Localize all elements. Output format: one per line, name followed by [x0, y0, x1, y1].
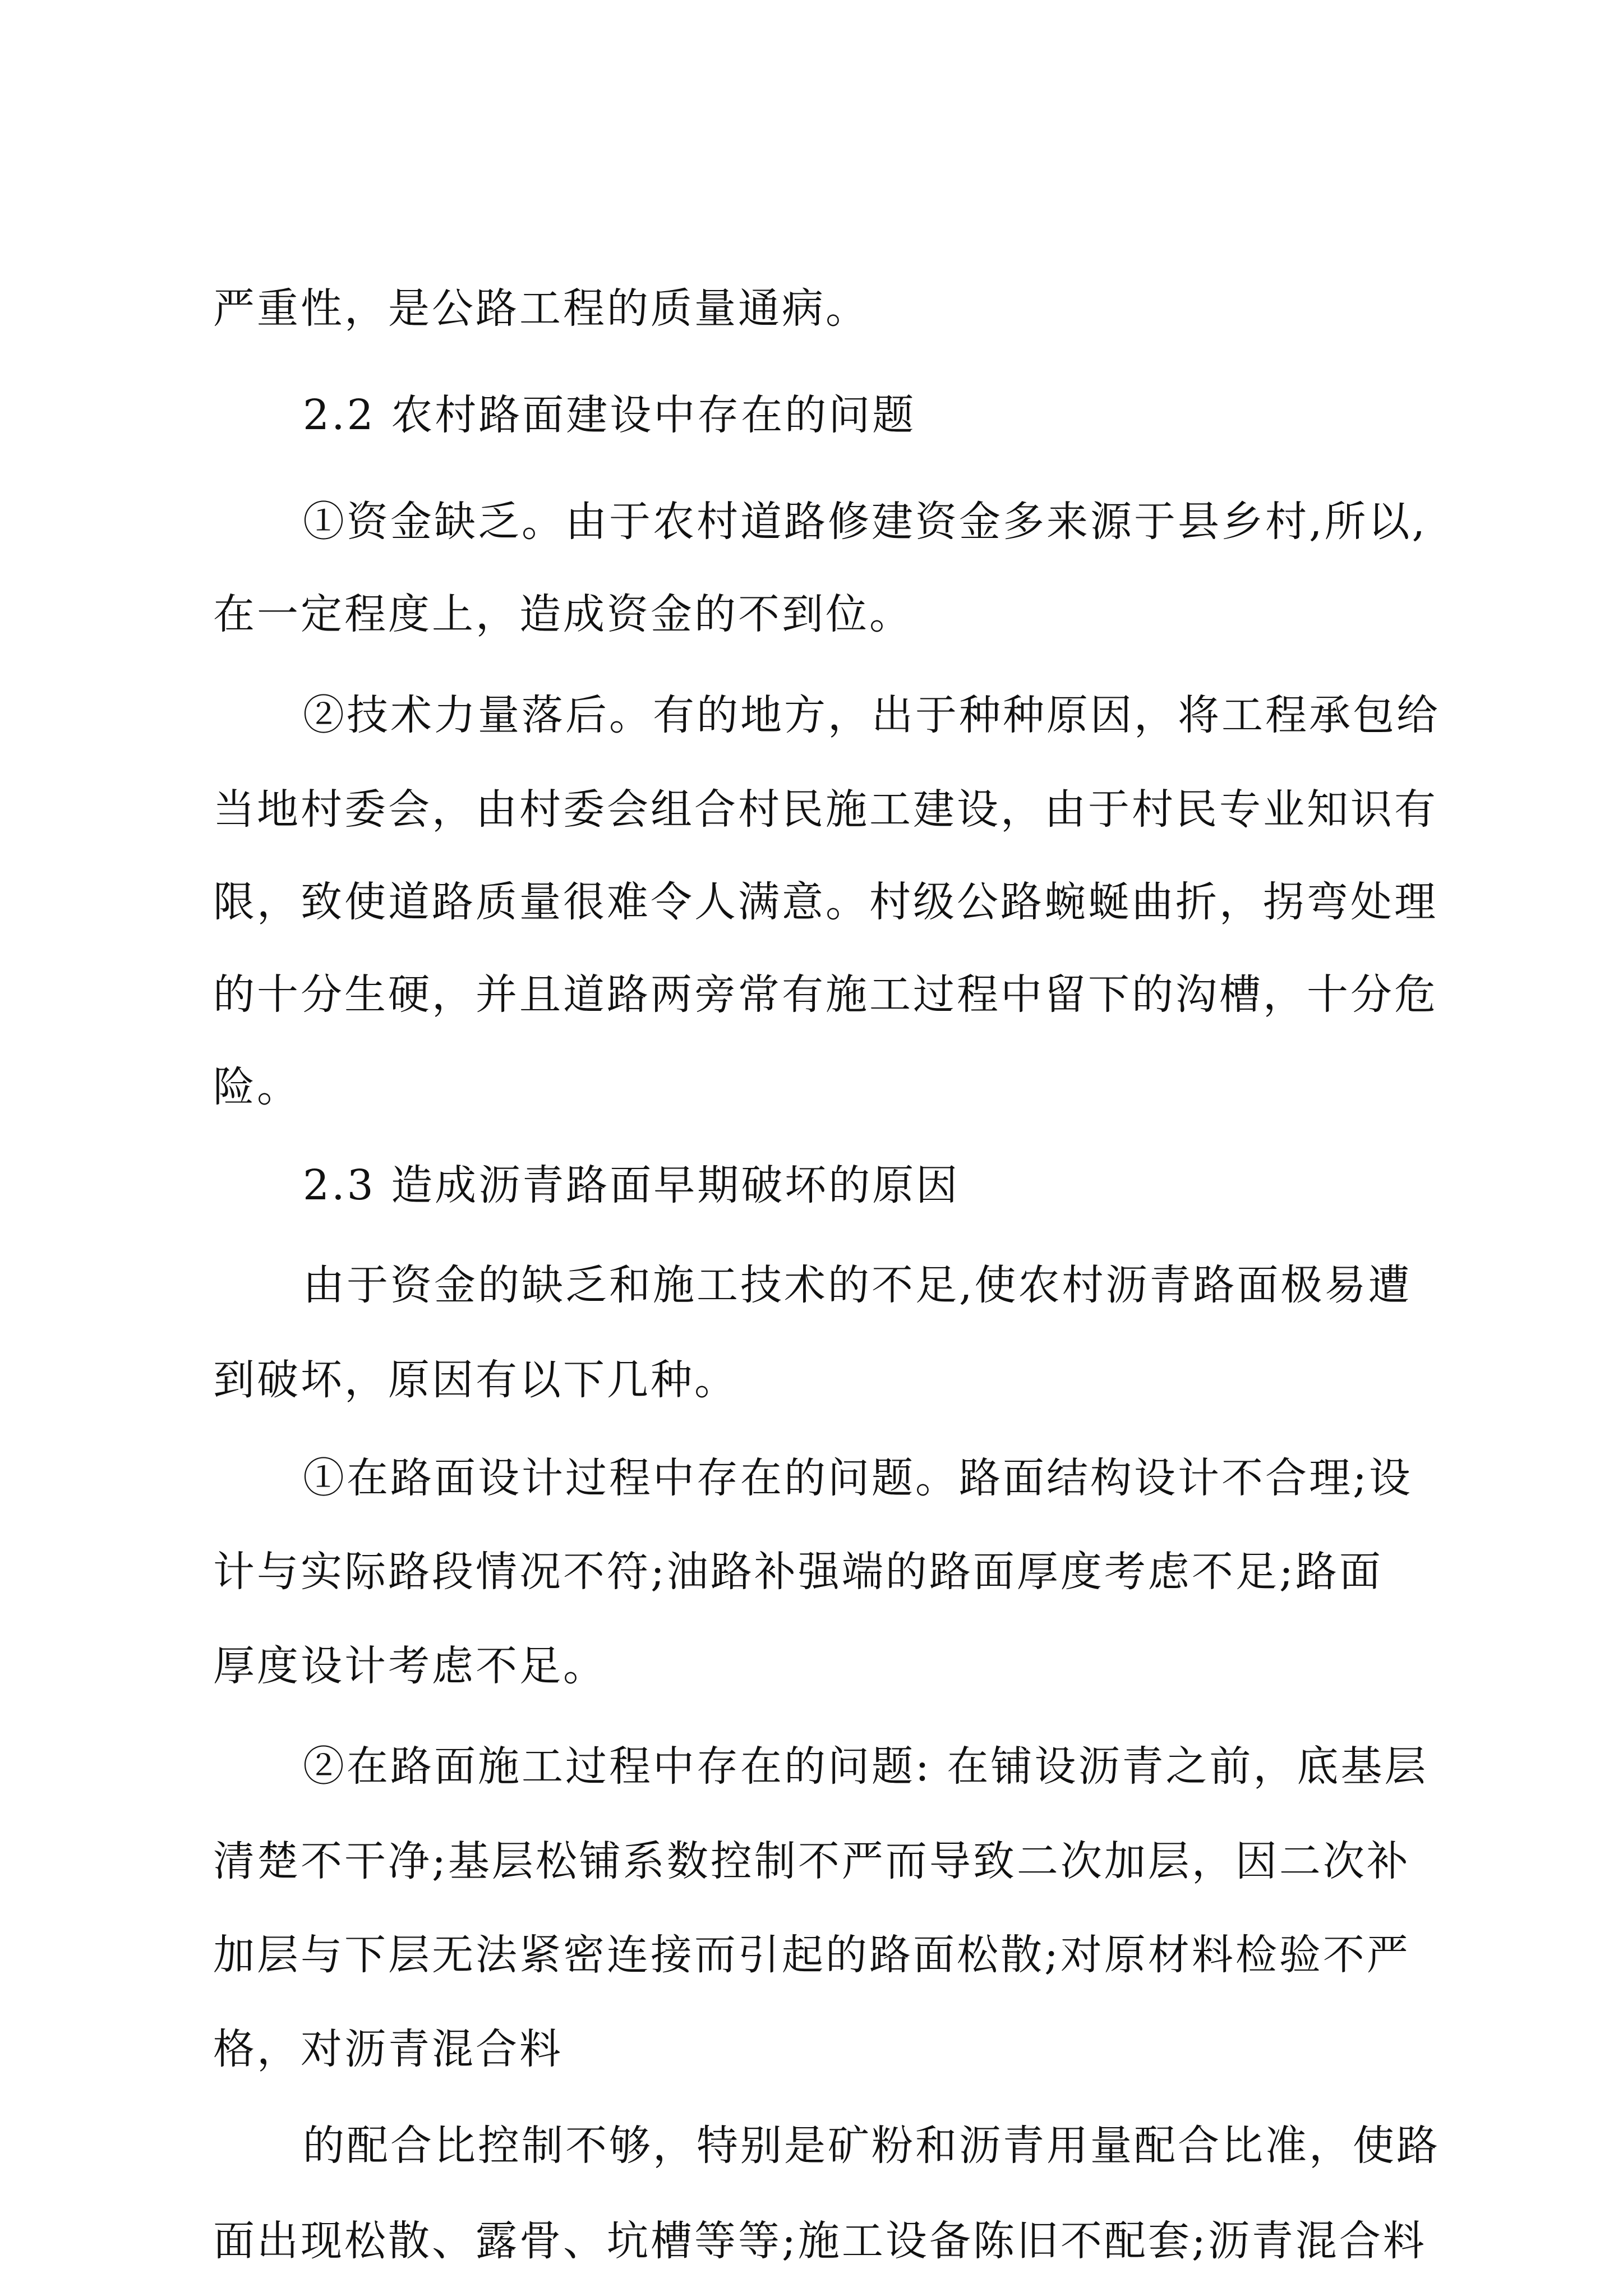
text-line: 格，对沥青混合料	[213, 2025, 563, 2073]
text-line: 计与实际路段情况不符;油路补强端的路面厚度考虑不足;路面	[213, 1548, 1383, 1596]
section-heading: 2.3 造成沥青路面早期破坏的原因	[303, 1161, 960, 1209]
text-line: ①资金缺乏。由于农村道路修建资金多来源于县乡村,所以,	[303, 498, 1428, 546]
text-line: 加层与下层无法紧密连接而引起的路面松散;对原材料检验不严	[213, 1931, 1410, 1979]
text-line: 在一定程度上，造成资金的不到位。	[213, 590, 913, 638]
text-line: ②在路面施工过程中存在的问题: 在铺设沥青之前，底基层	[303, 1742, 1428, 1791]
text-line: ②技术力量落后。有的地方，出于种种原因，将工程承包给	[303, 691, 1440, 739]
text-line: 清楚不干净;基层松铺系数控制不严而导致二次加层，因二次补	[213, 1837, 1410, 1885]
text-line: 的十分生硬，并且道路两旁常有施工过程中留下的沟槽，十分危	[213, 970, 1438, 1019]
text-line: 厚度设计考虑不足。	[213, 1642, 607, 1690]
text-line: 面出现松散、露骨、坑槽等等;施工设备陈旧不配套;沥青混合料	[213, 2217, 1427, 2265]
text-line: 限，致使道路质量很难令人满意。村级公路蜿蜒曲折，拐弯处理	[213, 878, 1438, 926]
section-heading: 2.2 农村路面建设中存在的问题	[303, 391, 916, 439]
text-line: 由于资金的缺乏和施工技术的不足,使农村沥青路面极易遭	[303, 1261, 1412, 1309]
text-line: 到破坏，原因有以下几种。	[213, 1356, 738, 1404]
text-line: ①在路面设计过程中存在的问题。路面结构设计不合理;设	[303, 1454, 1413, 1502]
text-line: 的配合比控制不够，特别是矿粉和沥青用量配合比准，使路	[303, 2122, 1440, 2170]
text-line: 严重性，是公路工程的质量通病。	[213, 284, 869, 333]
text-line: 当地村委会，由村委会组合村民施工建设，由于村民专业知识有	[213, 785, 1438, 834]
text-line: 险。	[213, 1063, 301, 1111]
